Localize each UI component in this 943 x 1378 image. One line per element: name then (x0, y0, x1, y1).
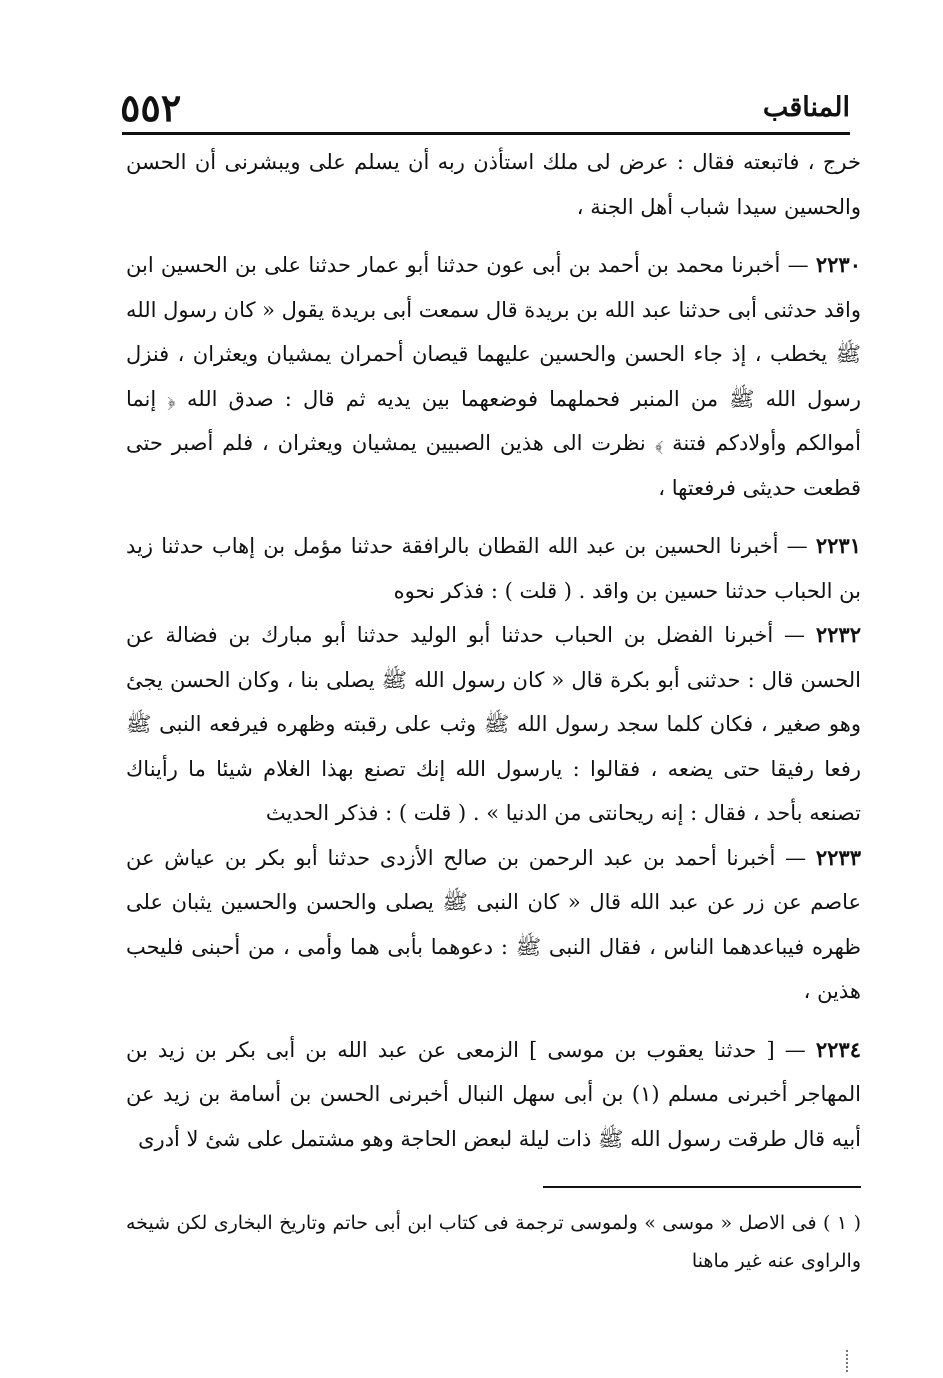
hadith-2231 (126, 524, 861, 613)
hadith-text: — أخبرنا الحسين بن عبد الله القطان بالرافقة حدثنا مؤمل بن إهاب حدثنا زيد بن الحباب حدثنا حسين بن واقد . ( قلت ) : فذكر نحوه (126, 534, 861, 603)
hadith-2230 (126, 243, 861, 510)
page-header (120, 84, 850, 132)
scan-speck-marks (846, 1350, 854, 1372)
hadith-text: — أخبرنا أحمد بن عبد الرحمن بن صالح الأزدى حدثنا أبو بكر بن عياش عن عاصم عن زر عن عبد الله قال « كان النبى ﷺ يصلى والحسن والحسين يثبان على ظهره فيباعدهما الناس ، فقال النبى ﷺ : دعوهما بأبى هما وأمى ، من أحبنى فليحب هذين ، (126, 845, 861, 1003)
hadith-number: ٢٢٣١ (815, 533, 861, 558)
footnote-rule (543, 1186, 861, 1188)
hadith-number: ٢٢٣٢ (815, 622, 861, 647)
footnote (126, 1204, 861, 1280)
footnote-text: فى الاصل « موسى » ولموسى ترجمة فى كتاب ابن أبى حاتم وتاريخ البخارى لكن شيخه والراوى عنه غير ماهنا (126, 1212, 861, 1272)
hadith-text: — أخبرنا محمد بن أحمد بن أبى عون حدثنا أبو عمار حدثنا على بن الحسين ابن واقد حدثنى أبى حدثنا عبد الله بن بريدة قال سمعت أبى بريدة يقول « كان رسول الله ﷺ يخطب ، إذ جاء الحسن والحسين عليهما قيصان أحمران يمشيان ويعثران ، فنزل رسول الله ﷺ من المنبر فحملهما فوضعهما بين يديه ثم قال : صدق الله ﴿ إنما أموالكم وأولادكم فتنة ﴾ نظرت الى هذين الصبيين يمشيان ويعثران ، فلم أصبر حتى قطعت حديثى فرفعتها ، (126, 253, 861, 500)
hadith-2232 (126, 613, 861, 836)
footnotes (126, 1204, 861, 1280)
hadith-number: ٢٢٣٠ (815, 252, 861, 277)
header-rule (122, 132, 850, 135)
paragraph-text: خرج ، فاتبعته فقال : عرض لى ملك استأذن ربه أن يسلم على ويبشرنى أن الحسن والحسين سيدا شباب أهل الجنة ، (126, 150, 861, 219)
hadith-text: — أخبرنا الفضل بن الحباب حدثنا أبو الوليد حدثنا أبو مبارك بن فضالة عن الحسن قال : حدثنى أبو بكرة قال « كان رسول الله ﷺ يصلى بنا ، وكان الحسن يجئ وهو صغير ، فكان كلما سجد رسول الله ﷺ وثب على رقبته وظهره فيرفعه النبى ﷺ رفعا رفيقا حتى يضعه ، فقالوا : يارسول الله إنك تصنع بهذا الغلام شيئا ما رأيناك تصنعه بأحد ، فقال : إنه ريحانتى من الدنيا » . ( قلت ) : فذكر الحديث (126, 623, 861, 825)
paragraph-continuation (126, 140, 861, 229)
page-number: ٥٥٢ (120, 85, 182, 130)
hadith-number: ٢٢٣٣ (815, 844, 861, 870)
main-text (126, 140, 861, 1161)
hadith-2233 (126, 836, 861, 1014)
hadith-2234 (126, 1028, 861, 1162)
hadith-number: ٢٢٣٤ (815, 1036, 861, 1062)
hadith-text: — [ حدثنا يعقوب بن موسى ] الزمعى عن عبد الله بن أبى بكر بن زيد بن المهاجر أخبرنى مسلم (١) بن أبى سهل النبال أخبرنى الحسن بن أسامة بن زيد عن أبيه قال طرقت رسول الله ﷺ ذات ليلة لبعض الحاجة وهو مشتمل على شئ لا أدرى (126, 1037, 861, 1151)
running-head: المناقب (762, 92, 850, 123)
footnote-marker: ( ١ ) (823, 1212, 862, 1234)
